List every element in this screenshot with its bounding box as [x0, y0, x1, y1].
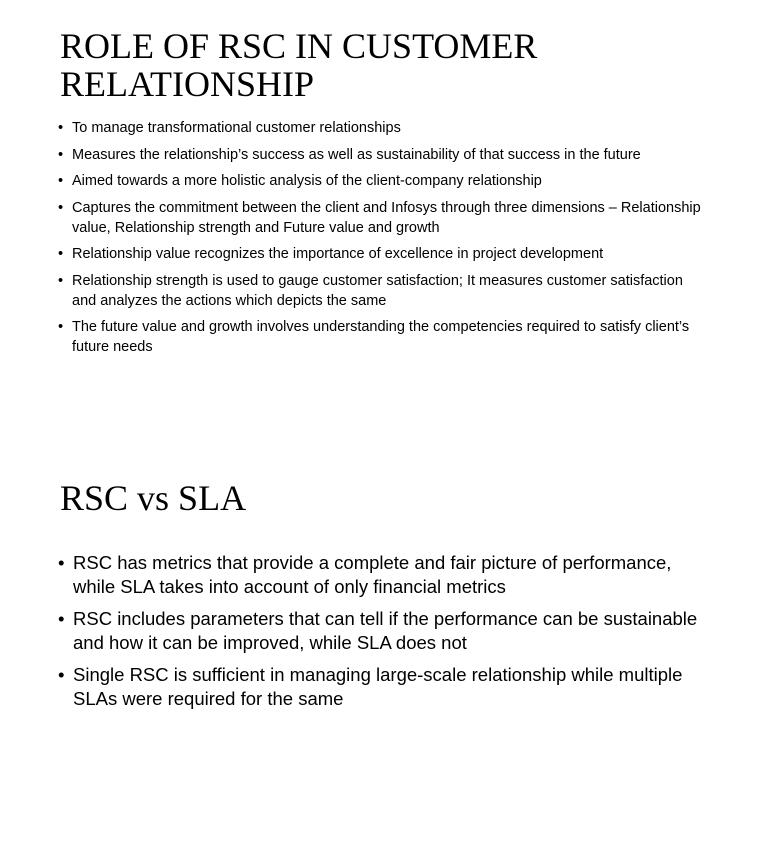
- bullet-icon: •: [58, 552, 65, 573]
- bullet-text: RSC includes parameters that can tell if the performance can be sustainable and how it can be improved, while SLA does not: [73, 608, 698, 653]
- bullet-text: Aimed towards a more holistic analysis of the client-company relationship: [72, 173, 542, 189]
- bullet-icon: •: [58, 246, 64, 262]
- bullet-item: [58, 244, 708, 264]
- bullet-icon: •: [58, 199, 64, 216]
- slide-rsc-vs-sla: [0, 440, 768, 866]
- bullet-text: Measures the relationship’s success as well as sustainability of that success in the future: [72, 146, 641, 163]
- bullet-icon: •: [58, 664, 65, 685]
- bullet-item: [58, 271, 708, 311]
- bullet-icon: •: [58, 319, 64, 335]
- bullet-text: Single RSC is sufficient in managing large-scale relationship while multiple SLAs were required for the same: [73, 664, 683, 709]
- slide-title: ROLE OF RSC IN CUSTOMER RELATIONSHIP: [60, 26, 538, 104]
- slide-title: RSC vs SLA: [60, 478, 247, 518]
- bullet-list: [58, 118, 708, 364]
- bullet-item: [58, 551, 718, 599]
- bullet-text: RSC has metrics that provide a complete and fair picture of performance, while SLA takes into account of only financial metrics: [73, 552, 672, 597]
- bullet-list: [58, 551, 718, 719]
- bullet-icon: •: [58, 146, 64, 163]
- bullet-icon: •: [58, 173, 64, 189]
- bullet-item: [58, 145, 708, 165]
- bullet-text: To manage transformational customer relationships: [72, 120, 401, 136]
- bullet-item: [58, 317, 708, 357]
- bullet-item: [58, 171, 708, 191]
- bullet-text: Relationship value recognizes the importance of excellence in project development: [72, 246, 604, 262]
- bullet-icon: •: [58, 272, 64, 289]
- slide-role-of-rsc: [0, 0, 768, 430]
- bullet-item: [58, 663, 718, 711]
- bullet-text: Captures the commitment between the client and Infosys through three dimensions – Relationship value, Relationship strength and Future value and growth: [72, 199, 701, 236]
- bullet-icon: •: [58, 120, 64, 136]
- bullet-item: [58, 607, 718, 655]
- bullet-text: Relationship strength is used to gauge customer satisfaction; It measures customer satisfaction and analyzes the actions which depicts the same: [72, 272, 683, 309]
- bullet-item: [58, 198, 708, 238]
- bullet-item: [58, 118, 708, 138]
- bullet-icon: •: [58, 608, 65, 629]
- bullet-text: The future value and growth involves understanding the competencies required to satisfy client’s future needs: [72, 319, 690, 355]
